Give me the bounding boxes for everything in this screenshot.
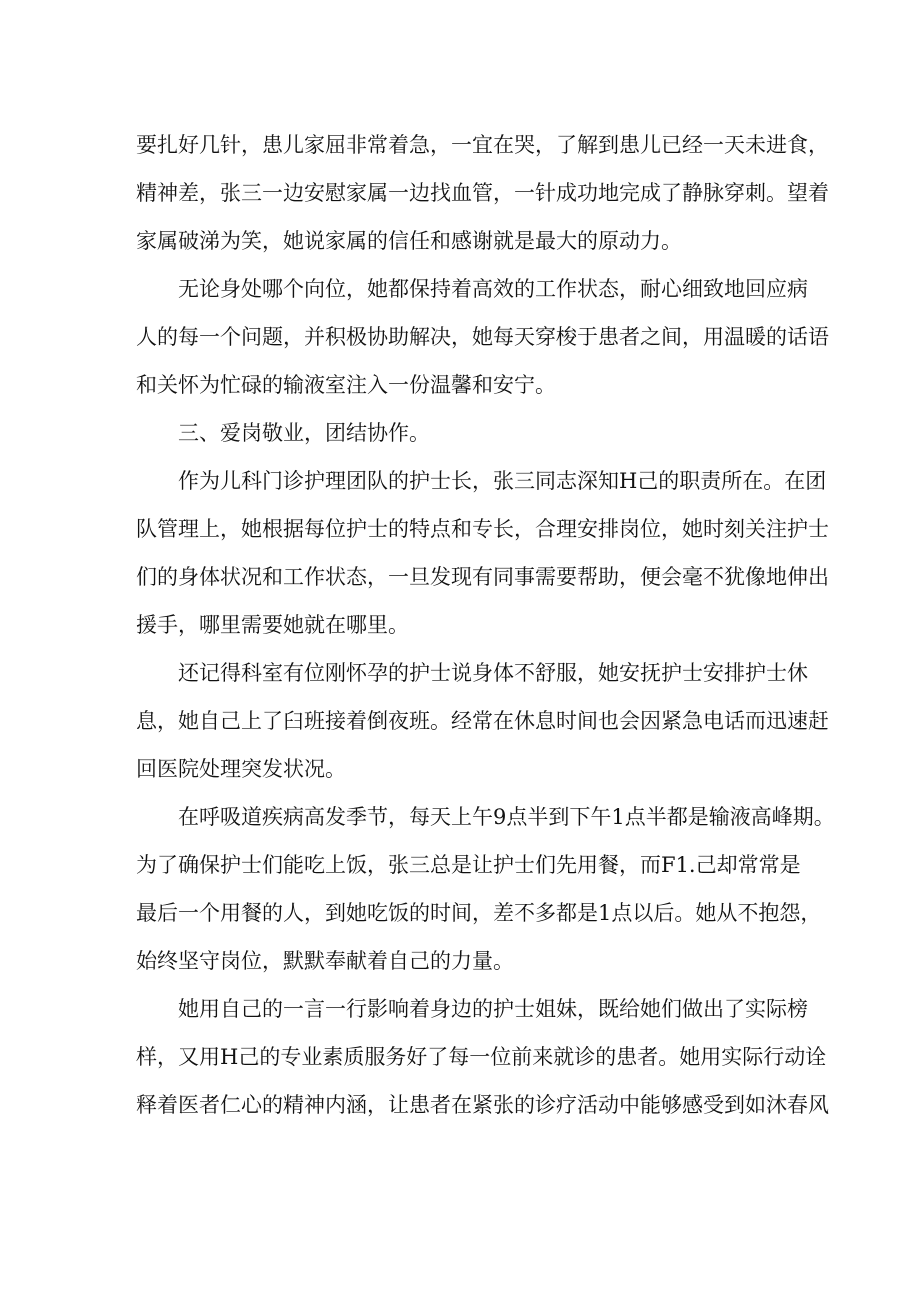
paragraph-line: 人的每一个问题，并积极协助解决，她每天穿梭于患者之间，用温暖的话语 [136, 325, 829, 349]
paragraph-5 [136, 649, 829, 793]
paragraph-line: 还记得科室有位刚怀孕的护士说身体不舒服，她安抚护士安排护士休 [178, 661, 808, 685]
paragraph-line: 始终坚守岗位，默默奉献着自己的力量。 [136, 949, 514, 973]
paragraph-line: 她用自己的一言一行影响着身边的护士姐妹，既给她们做出了实际榜 [178, 997, 808, 1021]
section-heading [136, 409, 796, 457]
paragraph-line: 在呼吸道疾病高发季节，每天上午9点半到下午1点半都是输液高峰期。 [178, 805, 835, 829]
paragraph-line: 为了确保护士们能吃上饭，张三总是让护士们先用餐，而F1.己却常常是 [136, 853, 801, 877]
paragraph-line: 回医院处理突发状况。 [136, 757, 346, 781]
paragraph-line: 无论身处哪个向位，她都保持着高效的工作状态，耐心细致地回应病 [178, 277, 808, 301]
paragraph-6 [136, 793, 835, 985]
paragraph-line: 样，又用H己的专业素质服务好了每一位前来就诊的患者。她用实际行动诠 [136, 1045, 827, 1069]
paragraph-line: 们的身体状况和工作状态，一旦发现有同事需要帮助，便会毫不犹像地伸出 [136, 565, 829, 589]
paragraph-line: 援手，哪里需要她就在哪里。 [136, 613, 409, 637]
paragraph-7 [136, 985, 829, 1129]
paragraph-line: 要扎好几针，患儿家屈非常着急，一宜在哭，了解到患儿已经一天未进食， [136, 133, 829, 157]
paragraph-line: 队管理上，她根据每位护士的特点和专长，合理安排岗位，她时刻关注护士 [136, 517, 829, 541]
paragraph-line: 和关怀为忙碌的输液室注入一份温馨和安宁。 [136, 373, 556, 397]
paragraph-line: 作为儿科门诊护理团队的护士长，张三同志深知H己的职责所在。在团 [178, 469, 827, 493]
paragraph-line: 家属破涕为笑，她说家属的信任和感谢就是最大的原动力。 [136, 229, 682, 253]
paragraph-line: 息，她自己上了臼班接着倒夜班。经常在休息时间也会因紧急电话而迅速赶 [136, 709, 829, 733]
paragraph-line: 最后一个用餐的人，到她吃饭的时间，差不多都是1点以后。她从不抱怨， [136, 901, 822, 925]
paragraph-line: 释着医者仁心的精神内涵，让患者在紧张的诊疗活动中能够感受到如沐春风 [136, 1093, 829, 1117]
document-body [136, 121, 835, 1129]
paragraph-1 [136, 121, 829, 265]
paragraph-line: 精神差，张三一边安慰家属一边找血管，一针成功地完成了静脉穿刺。望着 [136, 181, 829, 205]
paragraph-4 [136, 457, 829, 649]
section-heading-text: 三、爱岗敬业，团结协作。 [178, 421, 430, 445]
paragraph-2 [136, 265, 829, 409]
